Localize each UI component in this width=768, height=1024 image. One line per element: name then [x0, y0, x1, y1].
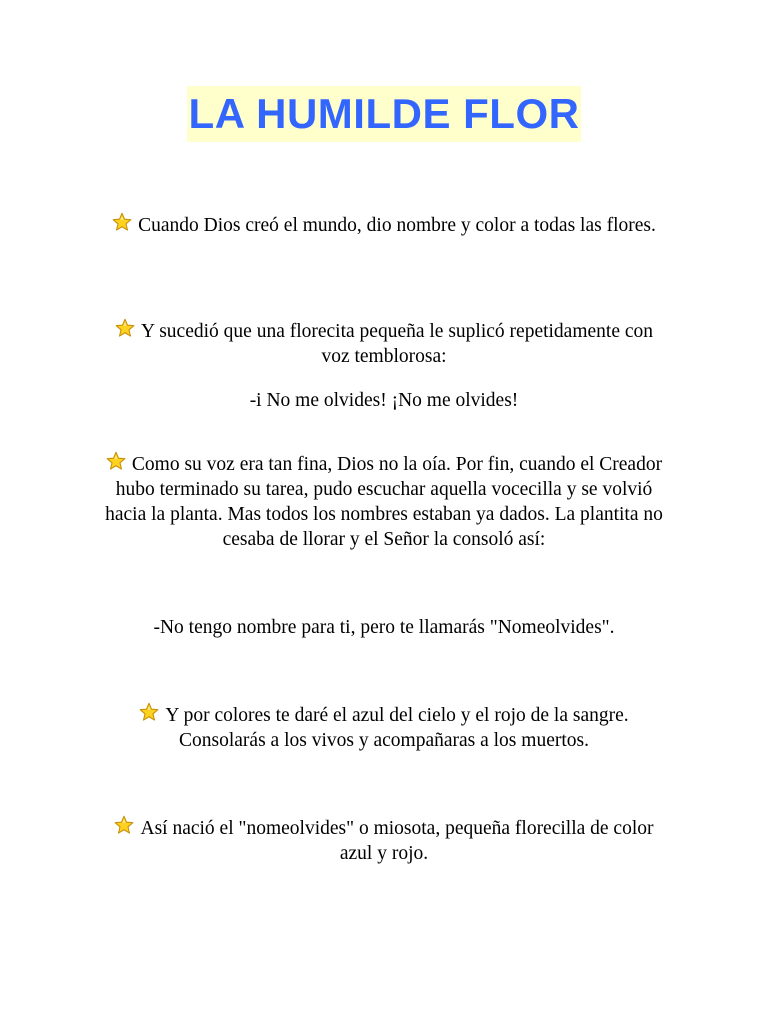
paragraph-4-text: Como su voz era tan fina, Dios no la oía. Por fin, cuando el Creador hubo terminado su tarea, pudo escuchar aquella vocecilla y se volvió hacia la planta. Mas todos los nombres estaban ya dados. La plantita no cesaba de llorar y el Señor la consoló así: [105, 454, 663, 550]
paragraph-3 [100, 388, 668, 413]
paragraph-5-text: -No tengo nombre para ti, pero te llamarás "Nomeolvides". [153, 617, 615, 638]
paragraph-6-text: Y por colores te daré el azul del cielo y el rojo de la sangre. Consolarás a los vivos y acompañaras a los muertos. [165, 705, 629, 751]
star-icon [139, 702, 159, 722]
star-icon [112, 212, 132, 232]
paragraph-2-text: Y sucedió que una florecita pequeña le suplicó repetidamente con voz temblorosa: [140, 321, 654, 367]
paragraph-5 [100, 615, 668, 640]
paragraph-7 [100, 815, 668, 866]
title-wrapper [0, 86, 768, 142]
star-icon [115, 318, 135, 338]
star-icon [114, 815, 134, 835]
page-title: LA HUMILDE FLOR [187, 86, 582, 142]
paragraph-1 [100, 212, 668, 238]
star-icon [106, 451, 126, 471]
paragraph-6 [100, 702, 668, 753]
paragraph-1-text: Cuando Dios creó el mundo, dio nombre y color a todas las flores. [138, 215, 656, 236]
paragraph-2 [100, 318, 668, 369]
paragraph-4 [100, 451, 668, 552]
paragraph-7-text: Así nació el "nomeolvides" o miosota, pequeña florecilla de color azul y rojo. [140, 818, 654, 864]
paragraph-3-text: -i No me olvides! ¡No me olvides! [249, 390, 519, 411]
